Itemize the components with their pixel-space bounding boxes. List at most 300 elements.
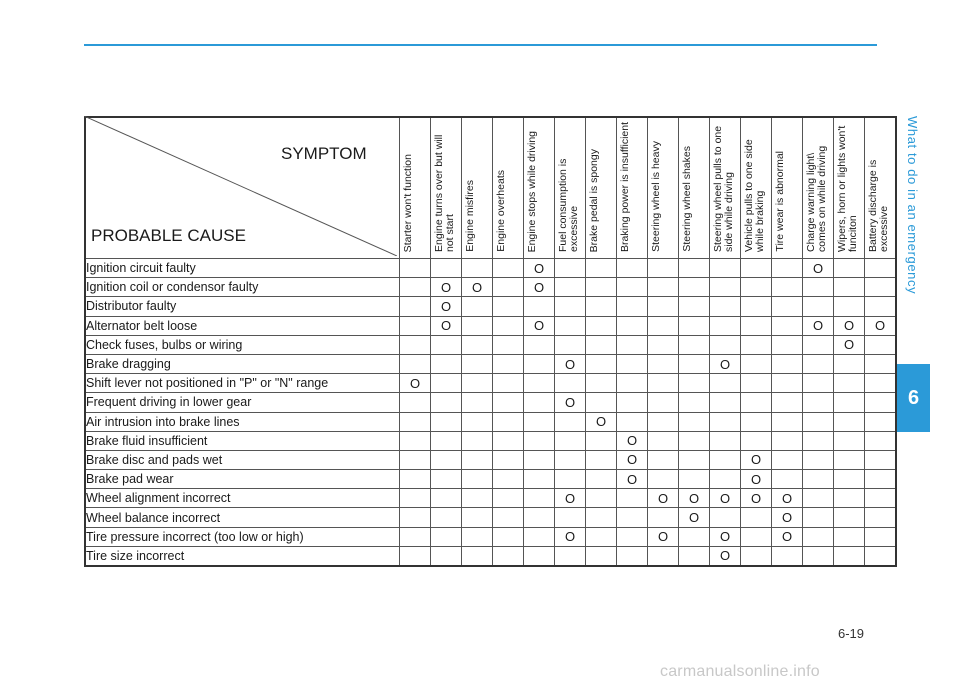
symptom-mark: [400, 546, 431, 566]
probable-cause: Ignition coil or condensor faulty: [85, 278, 400, 297]
symptom-mark: [586, 527, 617, 546]
probable-cause: Check fuses, bulbs or wiring: [85, 335, 400, 354]
symptom-header: [400, 117, 431, 259]
symptom-mark: [493, 431, 524, 450]
symptom-header: [493, 117, 524, 259]
symptom-mark: [679, 546, 710, 566]
symptom-mark: O: [679, 508, 710, 527]
symptom-mark: [586, 489, 617, 508]
table-row: [85, 489, 896, 508]
symptom-mark: [431, 489, 462, 508]
symptom-mark: [772, 335, 803, 354]
table-row: [85, 278, 896, 297]
table-row: [85, 259, 896, 278]
symptom-label: Battery discharge is excessive: [867, 159, 890, 252]
symptom-mark: [772, 354, 803, 373]
symptom-mark: O: [648, 489, 679, 508]
symptom-mark: [710, 259, 741, 278]
symptom-mark: [524, 374, 555, 393]
symptom-mark: [648, 393, 679, 412]
symptom-mark: [648, 450, 679, 469]
symptom-mark: [834, 297, 865, 316]
symptom-header: [679, 117, 710, 259]
symptom-header: [865, 117, 897, 259]
symptom-mark: [648, 297, 679, 316]
symptom-mark: [834, 354, 865, 373]
symptom-mark: [772, 316, 803, 335]
symptom-mark: O: [617, 470, 648, 489]
symptom-mark: [803, 527, 834, 546]
symptom-mark: [803, 297, 834, 316]
symptom-mark: [586, 354, 617, 373]
symptom-mark: [493, 335, 524, 354]
symptom-mark: [865, 278, 897, 297]
symptom-mark: [710, 278, 741, 297]
symptom-mark: [400, 431, 431, 450]
symptom-mark: [586, 316, 617, 335]
symptom-mark: [586, 393, 617, 412]
symptom-label: Wipers, horn or lights won't funciton: [836, 125, 859, 252]
symptom-mark: O: [710, 527, 741, 546]
probable-cause: Brake fluid insufficient: [85, 431, 400, 450]
symptom-mark: [679, 297, 710, 316]
chapter-side-title: What to do in an emergency: [905, 115, 920, 295]
symptom-mark: [710, 393, 741, 412]
probable-cause: Frequent driving in lower gear: [85, 393, 400, 412]
symptom-mark: [865, 335, 897, 354]
table-row: [85, 354, 896, 373]
symptom-mark: O: [710, 489, 741, 508]
symptom-header: [710, 117, 741, 259]
table-row: [85, 431, 896, 450]
symptom-mark: [462, 316, 493, 335]
symptom-mark: O: [741, 489, 772, 508]
symptom-mark: [524, 412, 555, 431]
symptom-mark: [741, 546, 772, 566]
symptom-mark: O: [834, 316, 865, 335]
symptom-mark: [679, 335, 710, 354]
symptom-mark: [834, 470, 865, 489]
probable-cause: Wheel balance incorrect: [85, 508, 400, 527]
symptom-mark: [524, 354, 555, 373]
symptom-mark: [555, 374, 586, 393]
symptom-mark: [524, 297, 555, 316]
symptom-mark: [400, 450, 431, 469]
symptom-mark: O: [679, 489, 710, 508]
table-row: [85, 412, 896, 431]
symptom-mark: [493, 527, 524, 546]
symptom-mark: O: [803, 259, 834, 278]
symptom-mark: [400, 508, 431, 527]
symptom-mark: [462, 470, 493, 489]
symptom-mark: [772, 450, 803, 469]
symptom-mark: [741, 354, 772, 373]
symptom-mark: [772, 546, 803, 566]
symptom-mark: [555, 412, 586, 431]
symptom-mark: [741, 393, 772, 412]
symptom-mark: [772, 412, 803, 431]
symptom-mark: [772, 297, 803, 316]
symptom-mark: [772, 393, 803, 412]
symptom-mark: [648, 278, 679, 297]
symptom-mark: [462, 489, 493, 508]
symptom-mark: [431, 450, 462, 469]
symptom-mark: [834, 374, 865, 393]
symptom-mark: [865, 508, 897, 527]
symptom-mark: [493, 278, 524, 297]
symptom-label: Steering wheel is heavy: [650, 141, 662, 252]
symptom-mark: [865, 412, 897, 431]
symptom-label: Engine turns over but will not start: [433, 134, 456, 252]
probable-cause: Brake dragging: [85, 354, 400, 373]
symptom-mark: [431, 393, 462, 412]
symptom-mark: [586, 450, 617, 469]
symptom-mark: [493, 316, 524, 335]
symptom-mark: [524, 470, 555, 489]
symptom-mark: [803, 470, 834, 489]
symptom-mark: [617, 393, 648, 412]
symptom-header: [741, 117, 772, 259]
symptom-mark: [617, 374, 648, 393]
symptom-mark: [555, 316, 586, 335]
symptom-mark: [555, 259, 586, 278]
symptom-mark: O: [772, 508, 803, 527]
table-row: [85, 546, 896, 566]
probable-cause: Wheel alignment incorrect: [85, 489, 400, 508]
page-number: 6-19: [838, 626, 865, 641]
probable-cause: Distributor faulty: [85, 297, 400, 316]
symptom-mark: [834, 431, 865, 450]
symptom-mark: [431, 508, 462, 527]
watermark: carmanualsonline.info: [660, 663, 820, 680]
symptom-mark: [462, 393, 493, 412]
corner-symptom-label: SYMPTOM: [281, 144, 367, 163]
symptom-mark: [431, 412, 462, 431]
symptom-mark: [617, 335, 648, 354]
symptom-header: [524, 117, 555, 259]
symptom-mark: [648, 431, 679, 450]
symptom-mark: [555, 470, 586, 489]
symptom-mark: [741, 527, 772, 546]
symptom-label: Fuel consumption is excessive: [557, 158, 580, 252]
symptom-mark: [400, 527, 431, 546]
symptom-mark: [865, 450, 897, 469]
symptom-mark: [555, 546, 586, 566]
symptom-label: Steering wheel shakes: [681, 146, 693, 252]
symptom-mark: [493, 489, 524, 508]
symptom-mark: O: [772, 527, 803, 546]
symptom-mark: [431, 354, 462, 373]
symptom-mark: [803, 508, 834, 527]
symptom-header: [617, 117, 648, 259]
symptom-mark: [617, 354, 648, 373]
table-row: [85, 450, 896, 469]
symptom-mark: [617, 489, 648, 508]
symptom-mark: [617, 297, 648, 316]
symptom-mark: [648, 354, 679, 373]
symptom-mark: [648, 374, 679, 393]
symptom-mark: [710, 297, 741, 316]
probable-cause: Ignition circuit faulty: [85, 259, 400, 278]
symptom-mark: [431, 259, 462, 278]
symptom-mark: [524, 527, 555, 546]
symptom-mark: [555, 450, 586, 469]
symptom-mark: [586, 335, 617, 354]
symptom-mark: [431, 527, 462, 546]
symptom-mark: [803, 412, 834, 431]
symptom-mark: [617, 412, 648, 431]
symptom-mark: [772, 431, 803, 450]
symptom-mark: [400, 259, 431, 278]
symptom-mark: [586, 470, 617, 489]
symptom-mark: [679, 316, 710, 335]
symptom-mark: O: [617, 450, 648, 469]
symptom-mark: [741, 508, 772, 527]
symptom-mark: [462, 412, 493, 431]
symptom-mark: O: [586, 412, 617, 431]
symptom-mark: O: [400, 374, 431, 393]
symptom-mark: [865, 393, 897, 412]
symptom-label: Tire wear is abnormal: [774, 151, 786, 252]
symptom-mark: [431, 431, 462, 450]
table-row: [85, 374, 896, 393]
symptom-label: Charge warning light\ comes on while driving: [805, 145, 828, 252]
symptom-mark: [865, 431, 897, 450]
symptom-mark: [865, 354, 897, 373]
symptom-mark: [400, 393, 431, 412]
symptom-mark: [834, 393, 865, 412]
symptom-mark: O: [648, 527, 679, 546]
symptom-mark: [710, 374, 741, 393]
symptom-mark: [710, 450, 741, 469]
symptom-mark: [679, 278, 710, 297]
symptom-mark: [865, 297, 897, 316]
symptom-mark: [555, 297, 586, 316]
symptom-mark: [679, 412, 710, 431]
symptom-mark: [555, 335, 586, 354]
symptom-label: Engine stops while driving: [526, 130, 538, 252]
symptom-label: Braking power is insufficient: [619, 122, 631, 252]
symptom-mark: [834, 278, 865, 297]
symptom-mark: [865, 470, 897, 489]
symptom-mark: [586, 278, 617, 297]
symptom-mark: [679, 431, 710, 450]
symptom-mark: [741, 431, 772, 450]
symptom-mark: [493, 546, 524, 566]
symptom-mark: O: [555, 393, 586, 412]
corner-cause-label: PROBABLE CAUSE: [91, 226, 246, 245]
symptom-mark: [586, 374, 617, 393]
symptom-mark: [710, 508, 741, 527]
symptom-mark: [431, 546, 462, 566]
symptom-mark: [710, 335, 741, 354]
symptom-mark: [493, 450, 524, 469]
symptom-mark: [865, 489, 897, 508]
symptom-mark: [710, 412, 741, 431]
table-row: [85, 527, 896, 546]
table-body: [85, 259, 896, 567]
symptom-mark: [400, 354, 431, 373]
symptom-mark: [834, 412, 865, 431]
symptom-mark: [834, 450, 865, 469]
symptom-mark: [617, 508, 648, 527]
symptom-mark: [803, 489, 834, 508]
symptom-mark: [555, 278, 586, 297]
symptom-mark: [772, 259, 803, 278]
symptom-mark: [679, 450, 710, 469]
symptom-mark: [648, 335, 679, 354]
symptom-header: [586, 117, 617, 259]
symptom-mark: O: [431, 316, 462, 335]
symptom-mark: [679, 470, 710, 489]
symptom-mark: [741, 412, 772, 431]
symptom-mark: [710, 470, 741, 489]
symptom-mark: [865, 546, 897, 566]
symptom-mark: O: [555, 489, 586, 508]
symptom-mark: O: [431, 297, 462, 316]
symptom-mark: [803, 354, 834, 373]
table-row: [85, 470, 896, 489]
symptom-mark: [617, 527, 648, 546]
table-row: [85, 508, 896, 527]
table-row: [85, 335, 896, 354]
symptom-mark: [462, 450, 493, 469]
symptom-mark: [586, 431, 617, 450]
symptom-mark: [803, 278, 834, 297]
symptom-mark: [524, 335, 555, 354]
symptom-header: [772, 117, 803, 259]
symptom-mark: [803, 393, 834, 412]
symptom-mark: [555, 431, 586, 450]
symptom-mark: O: [462, 278, 493, 297]
symptom-mark: [462, 335, 493, 354]
symptom-header: [648, 117, 679, 259]
symptom-mark: [803, 374, 834, 393]
probable-cause: Shift lever not positioned in "P" or "N" range: [85, 374, 400, 393]
symptom-mark: [431, 470, 462, 489]
symptom-mark: [462, 354, 493, 373]
symptom-mark: [462, 546, 493, 566]
symptom-mark: [741, 297, 772, 316]
symptom-mark: O: [710, 546, 741, 566]
symptom-mark: [617, 546, 648, 566]
symptom-header: [555, 117, 586, 259]
symptom-mark: O: [772, 489, 803, 508]
symptom-mark: [400, 278, 431, 297]
symptom-mark: [586, 259, 617, 278]
symptom-mark: [865, 527, 897, 546]
symptom-mark: [741, 374, 772, 393]
symptom-mark: [555, 508, 586, 527]
symptom-mark: O: [741, 450, 772, 469]
symptom-mark: O: [834, 335, 865, 354]
symptom-mark: [400, 489, 431, 508]
symptom-mark: [524, 546, 555, 566]
table-row: [85, 297, 896, 316]
symptom-mark: [648, 259, 679, 278]
symptom-mark: [741, 278, 772, 297]
symptom-header: [834, 117, 865, 259]
probable-cause: Alternator belt loose: [85, 316, 400, 335]
symptom-mark: O: [555, 527, 586, 546]
symptom-mark: O: [524, 316, 555, 335]
symptom-mark: [710, 316, 741, 335]
symptom-mark: [493, 412, 524, 431]
symptom-mark: [431, 374, 462, 393]
symptom-mark: [834, 508, 865, 527]
symptom-mark: [462, 297, 493, 316]
symptom-mark: [741, 316, 772, 335]
symptom-mark: [586, 297, 617, 316]
symptom-mark: [493, 470, 524, 489]
symptom-mark: [524, 508, 555, 527]
symptom-mark: [400, 335, 431, 354]
symptom-mark: O: [741, 470, 772, 489]
symptom-mark: O: [865, 316, 897, 335]
symptom-mark: [865, 374, 897, 393]
symptom-mark: [679, 527, 710, 546]
symptom-mark: [834, 527, 865, 546]
symptom-mark: [462, 374, 493, 393]
symptom-mark: O: [803, 316, 834, 335]
symptom-mark: [679, 393, 710, 412]
symptom-mark: [803, 335, 834, 354]
chapter-tab[interactable]: 6: [897, 364, 930, 432]
symptom-mark: [400, 470, 431, 489]
symptom-label: Steering wheel pulls to one side while driving: [712, 125, 735, 252]
symptom-mark: [400, 412, 431, 431]
symptom-mark: [741, 259, 772, 278]
probable-cause: Brake disc and pads wet: [85, 450, 400, 469]
symptom-mark: [493, 259, 524, 278]
symptom-mark: [524, 450, 555, 469]
symptom-mark: O: [524, 259, 555, 278]
table-row: [85, 316, 896, 335]
symptom-mark: [803, 546, 834, 566]
symptom-mark: [524, 393, 555, 412]
symptom-header: [462, 117, 493, 259]
symptom-label: Vehicle pulls to one side while braking: [743, 139, 766, 252]
symptom-mark: [648, 546, 679, 566]
symptom-mark: [400, 297, 431, 316]
symptom-mark: [772, 374, 803, 393]
symptom-mark: [648, 412, 679, 431]
probable-cause: Air intrusion into brake lines: [85, 412, 400, 431]
symptom-mark: [524, 489, 555, 508]
probable-cause: Tire size incorrect: [85, 546, 400, 566]
symptom-mark: [834, 546, 865, 566]
symptom-mark: [617, 278, 648, 297]
symptom-mark: [462, 431, 493, 450]
symptom-header: [431, 117, 462, 259]
symptom-header: [803, 117, 834, 259]
symptom-mark: [400, 316, 431, 335]
symptom-mark: [679, 374, 710, 393]
symptom-label: Engine misfires: [464, 180, 476, 252]
symptom-label: Starter won't function: [402, 153, 414, 252]
symptom-mark: O: [710, 354, 741, 373]
symptom-mark: [524, 431, 555, 450]
symptom-mark: [679, 259, 710, 278]
symptom-mark: [586, 508, 617, 527]
symptom-mark: [431, 335, 462, 354]
table-row: [85, 393, 896, 412]
symptom-mark: [648, 508, 679, 527]
symptom-mark: [617, 259, 648, 278]
symptom-mark: O: [431, 278, 462, 297]
symptom-mark: [648, 316, 679, 335]
probable-cause: Brake pad wear: [85, 470, 400, 489]
